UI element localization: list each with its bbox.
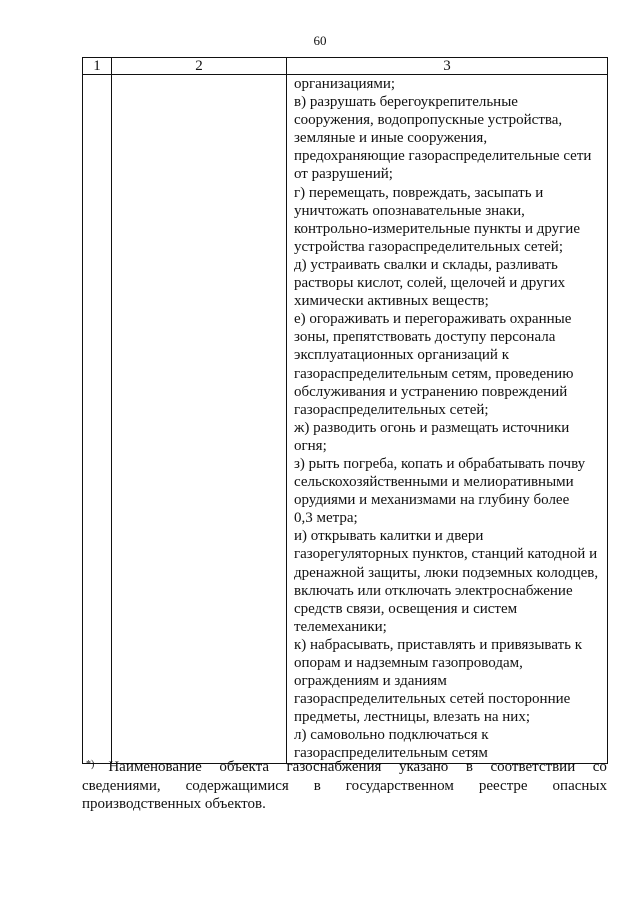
cell-text-line: сооружения, водопропускные устройства, xyxy=(294,112,563,129)
footnote-word: государственном xyxy=(345,777,454,794)
cell-text-line: л) самовольно подключаться к xyxy=(294,727,489,744)
cell-text-line: ж) разводить огонь и размещать источники xyxy=(294,419,570,436)
footnote-lead xyxy=(86,758,202,777)
cell-text-line: орудиями и механизмами на глубину более xyxy=(294,492,570,509)
cell-text-line: и) открывать калитки и двери xyxy=(294,528,484,545)
footnote-word: со xyxy=(592,759,607,775)
column-header-2: 2 xyxy=(112,58,287,75)
cell-text-line: зоны, препятствовать доступу персонала xyxy=(294,329,556,346)
footnote-word: газоснабжения xyxy=(286,759,382,775)
footnote-word: содержащимися xyxy=(185,777,289,794)
footnote-word: сведениями, xyxy=(82,777,161,794)
footnote xyxy=(82,758,607,814)
page-number: 60 xyxy=(313,33,327,48)
footnote-word: реестре xyxy=(478,777,528,794)
cell-text-line: дренажной защиты, люки подземных колодцев, xyxy=(294,564,599,581)
cell-text-line: средств связи, освещения и систем xyxy=(294,600,518,617)
footnote-line-3 xyxy=(82,795,607,814)
cell-text-line: з) рыть погреба, копать и обрабатывать почву xyxy=(294,455,586,472)
cell-text-line: от разрушений; xyxy=(294,166,393,183)
table-cell-col1 xyxy=(83,75,112,764)
table-cell-col2 xyxy=(112,75,287,764)
footnote-text-end: производственных объектов. xyxy=(82,796,266,812)
cell-text-line: газораспределительным сетям xyxy=(294,745,488,762)
cell-text-line: включать или отключать электроснабжение xyxy=(294,582,573,599)
cell-text-line: организациями; xyxy=(294,76,396,92)
cell-text-line: к) набрасывать, приставлять и привязывать к xyxy=(294,636,583,653)
cell-text-line: химически активных веществ; xyxy=(294,293,489,310)
footnote-word: объекта xyxy=(219,759,269,775)
table-cell-col3 xyxy=(287,75,608,764)
cell-text-line: эксплуатационных организаций к xyxy=(294,347,509,364)
footnote-mark: *) xyxy=(86,759,95,770)
cell-text-line: земляные и иные сооружения, xyxy=(294,130,488,147)
cell-text-line: уничтожать опознавательные знаки, xyxy=(294,202,525,219)
cell-text-line: газораспределительных сетей посторонние xyxy=(294,691,571,708)
cell-text-line: сельскохозяйственными и мелиоративными xyxy=(294,474,574,491)
cell-text-line: предметы, лестницы, влезать на них; xyxy=(294,709,531,726)
table-row xyxy=(83,75,608,764)
footnote-line-1 xyxy=(82,758,607,777)
cell-text-line: предохраняющие газораспределительные сети xyxy=(294,148,592,165)
cell-text-line: опорам и надземным газопроводам, xyxy=(294,655,523,671)
footnote-word: указано xyxy=(398,759,449,775)
cell-text-line: д) устраивать свалки и склады, разливать xyxy=(294,256,558,273)
cell-text-line: г) перемещать, повреждать, засыпать и xyxy=(294,184,544,201)
cell-text-line: огня; xyxy=(294,437,327,454)
cell-text-line: ограждениям и зданиям xyxy=(294,673,447,690)
cell-text-line: телемеханики; xyxy=(294,618,387,635)
footnote-line-2 xyxy=(82,777,607,796)
cell-text-line: в) разрушать берегоукрепительные xyxy=(294,94,518,111)
column-header-3: 3 xyxy=(287,58,608,75)
cell-text-line: газорегуляторных пунктов, станций катодной и xyxy=(294,546,598,563)
cell-text-line: устройства газораспределительных сетей; xyxy=(294,238,563,255)
document-table xyxy=(82,57,608,764)
cell-text-line: 0,3 метра; xyxy=(294,510,358,527)
cell-text-line: контрольно-измерительные пункты и другие xyxy=(294,220,580,237)
cell-text-line: обслуживания и устранению повреждений xyxy=(294,383,568,400)
cell-text-line: растворы кислот, солей, щелочей и других xyxy=(294,275,566,292)
cell-text-line: газораспределительным сетям, проведению xyxy=(294,365,574,382)
table-header-row xyxy=(83,58,608,75)
column-header-1: 1 xyxy=(83,58,112,75)
footnote-word: Наименование xyxy=(108,759,202,775)
footnote-word: соответствии xyxy=(490,759,576,775)
footnote-word: в xyxy=(465,759,473,775)
footnote-word: опасных xyxy=(552,777,607,794)
cell-text-line: газораспределительных сетей; xyxy=(294,401,489,418)
cell-text-line: е) огораживать и перегораживать охранные xyxy=(294,311,572,328)
footnote-word: в xyxy=(313,777,321,794)
